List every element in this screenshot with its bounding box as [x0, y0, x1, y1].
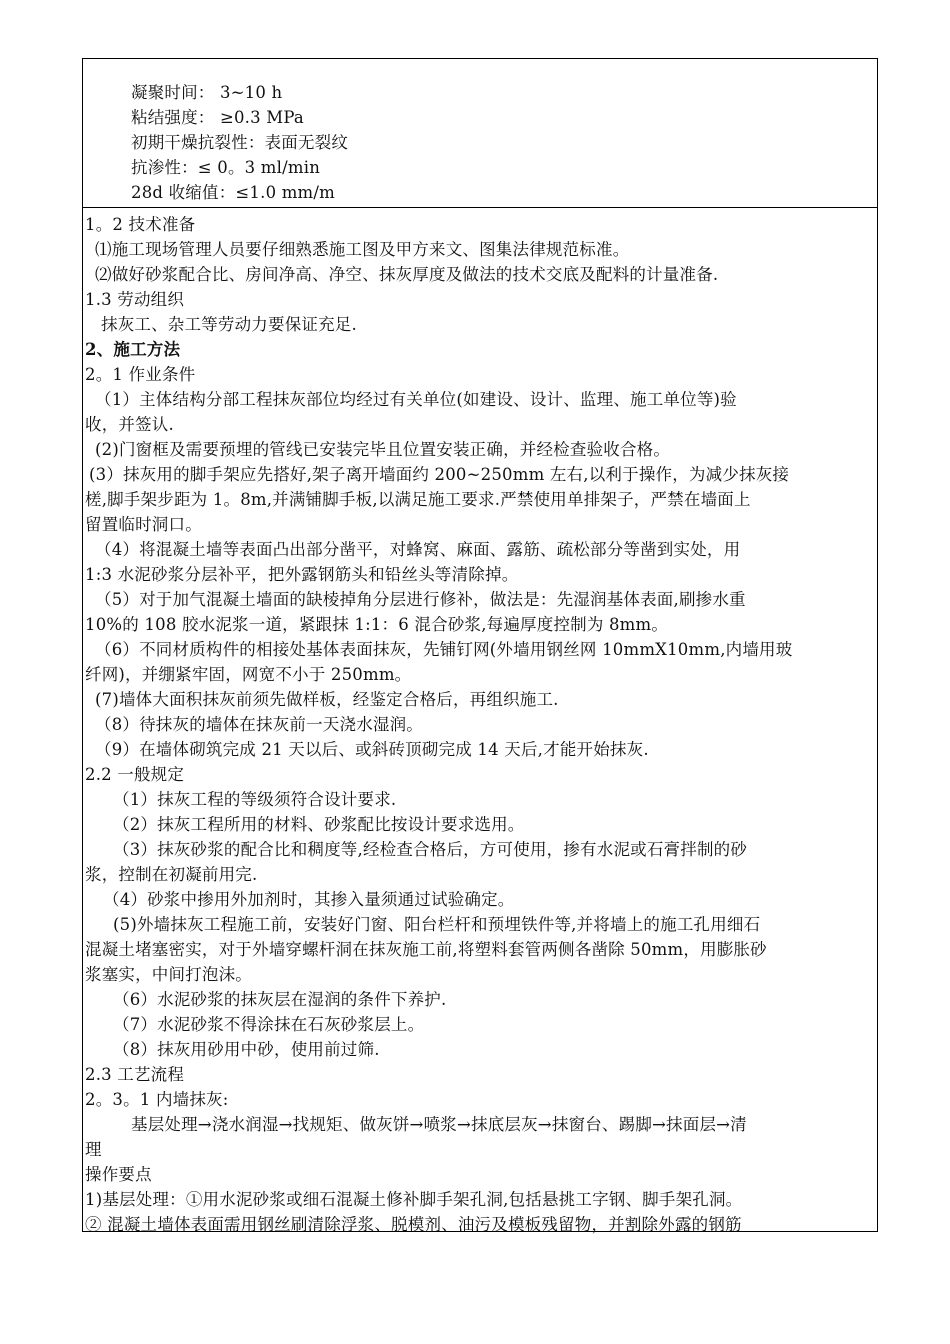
- text-line: 浆塞实，中间打泡沫。: [85, 965, 252, 984]
- text-line: 收，并签认.: [85, 415, 174, 434]
- text-line: （4）砂浆中掺用外加剂时，其掺入量须通过试验确定。: [103, 890, 515, 909]
- text-line: （1）抹灰工程的等级须符合设计要求.: [113, 790, 397, 809]
- text-line: （9）在墙体砌筑完成 21 天以后、或斜砖顶砌完成 14 天后,才能开始抹灰.: [95, 740, 649, 759]
- text-line: 1:3 水泥砂浆分层补平，把外露钢筋头和铅丝头等清除掉。: [85, 565, 519, 584]
- text-line: 28d 收缩值：≤1.0 mm/m: [131, 183, 336, 202]
- section-divider: [83, 207, 877, 208]
- text-line: (7)墙体大面积抹灰前须先做样板，经鉴定合格后，再组织施工.: [95, 690, 559, 709]
- text-line: 混凝土堵塞密实，对于外墙穿螺杆洞在抹灰施工前,将塑料套管两侧各凿除 50mm，用膨胀砂: [85, 940, 767, 959]
- text-line: 凝聚时间： 3~10 h: [131, 83, 283, 102]
- text-line: 1.3 劳动组织: [85, 290, 185, 309]
- text-line: 理: [85, 1140, 102, 1159]
- text-line: （4）将混凝土墙等表面凸出部分凿平，对蜂窝、麻面、露筋、疏松部分等凿到实处，用: [95, 540, 741, 559]
- text-line: (3）抹灰用的脚手架应先搭好,架子离开墙面约 200~250mm 左右,以利于操作，为减少抹灰接: [89, 465, 790, 484]
- document-frame: [82, 58, 878, 1232]
- text-line: ② 混凝土墙体表面需用钢丝刷清除浮浆、脱模剂、油污及模板残留物，并割除外露的钢筋: [85, 1215, 742, 1234]
- text-line: （6）不同材质构件的相接处基体表面抹灰，先铺钉网(外墙用钢丝网 10mmX10mm,内墙用玻: [95, 640, 793, 659]
- text-line: 粘结强度： ≥0.3 MPa: [131, 108, 304, 127]
- text-line: 2.3 工艺流程: [85, 1065, 185, 1084]
- text-line: (5)外墙抹灰工程施工前，安装好门窗、阳台栏杆和预埋铁件等,并将墙上的施工孔用细石: [113, 915, 761, 934]
- text-line: 2。3。1 内墙抹灰:: [85, 1090, 229, 1109]
- text-line: （6）水泥砂浆的抹灰层在湿润的条件下养护.: [113, 990, 447, 1009]
- text-line: 初期干燥抗裂性：表面无裂纹: [131, 133, 349, 152]
- text-line: 1。2 技术准备: [85, 215, 196, 234]
- text-line: 浆，控制在初凝前用完.: [85, 865, 258, 884]
- text-line: 抗渗性：≤ 0。3 ml/min: [131, 158, 321, 177]
- text-line: （2）抹灰工程所用的材料、砂浆配比按设计要求选用。: [113, 815, 525, 834]
- text-line: （7）水泥砂浆不得涂抹在石灰砂浆层上。: [113, 1015, 425, 1034]
- text-line: 1)基层处理：①用水泥砂浆或细石混凝土修补脚手架孔洞,包括悬挑工字钢、脚手架孔洞。: [85, 1190, 743, 1209]
- text-line: (2)门窗框及需要预埋的管线已安装完毕且位置安装正确，并经检查验收合格。: [95, 440, 671, 459]
- text-line: 2。1 作业条件: [85, 365, 196, 384]
- text-line: 抹灰工、杂工等劳动力要保证充足.: [101, 315, 357, 334]
- text-line: 留置临时洞口。: [85, 515, 202, 534]
- text-line: （3）抹灰砂浆的配合比和稠度等,经检查合格后，方可使用，掺有水泥或石膏拌制的砂: [113, 840, 748, 859]
- text-line: 纤网)，并绷紧牢固，网宽不小于 250mm。: [85, 665, 412, 684]
- text-line: 操作要点: [85, 1165, 152, 1184]
- text-line: 2.2 一般规定: [85, 765, 185, 784]
- text-line: ⑵做好砂浆配合比、房间净高、净空、抹灰厚度及做法的技术交底及配料的计量准备.: [95, 265, 719, 284]
- text-line: （1）主体结构分部工程抹灰部位均经过有关单位(如建设、设计、监理、施工单位等)验: [95, 390, 737, 409]
- text-line: （5）对于加气混凝土墙面的缺棱掉角分层进行修补，做法是：先湿润基体表面,刷掺水重: [95, 590, 746, 609]
- text-line: 2、施工方法: [85, 340, 181, 359]
- text-line: （8）抹灰用砂用中砂，使用前过筛.: [113, 1040, 380, 1059]
- text-line: 10%的 108 胶水泥浆一道，紧跟抹 1:1：6 混合砂浆,每遍厚度控制为 8mm。: [85, 615, 669, 634]
- text-line: （8）待抹灰的墙体在抹灰前一天浇水湿润。: [95, 715, 423, 734]
- text-line: ⑴施工现场管理人员要仔细熟悉施工图及甲方来文、图集法律规范标准。: [95, 240, 630, 259]
- text-line: 槎,脚手架步距为 1。8m,并满铺脚手板,以满足施工要求.严禁使用单排架子，严禁在墙面上: [85, 490, 751, 509]
- text-line: 基层处理→浇水润湿→找规矩、做灰饼→喷浆→抹底层灰→抹窗台、踢脚→抹面层→清: [131, 1115, 747, 1134]
